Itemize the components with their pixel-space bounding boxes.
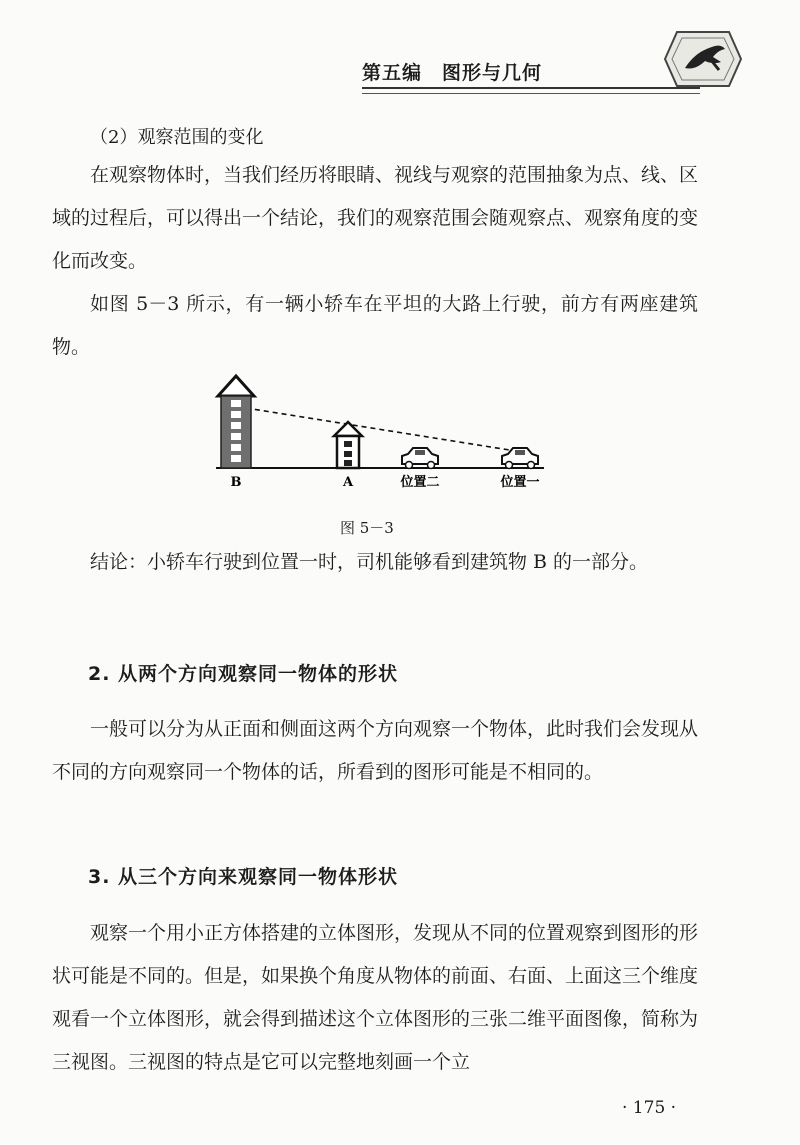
label-position-2: 位置二 <box>400 475 440 490</box>
building-b <box>218 376 254 468</box>
chapter-title: 第五编 图形与几何 <box>362 62 543 84</box>
paragraph-three-views: 观察一个用小正方体搭建的立体图形，发现从不同的位置观察到图形的形状可能是不同的。但是，如果换个角度从物体的前面、右面、上面这三个维度观看一个立体图形，就会得到描述这个立体图形的三张二维平面图像，简称为三视图。三视图的特点是它可以完整地刻画一个立 <box>52 922 699 1073</box>
label-a: A <box>342 475 354 490</box>
paragraph-two-directions: 一般可以分为从正面和侧面这两个方向观察一个物体，此时我们会发现从不同的方向观察同一个物体的话，所看到的图形可能是不相同的。 <box>52 718 699 783</box>
header-rule-thin <box>362 93 700 94</box>
building-a <box>334 422 362 468</box>
figure-caption: 图 5－3 <box>340 519 394 537</box>
label-position-1: 位置一 <box>500 475 540 490</box>
sight-line <box>246 408 522 452</box>
label-b: B <box>230 475 242 490</box>
paragraph-conclusion: 结论：小轿车行驶到位置一时，司机能够看到建筑物 B 的一部分。 <box>90 551 649 573</box>
paragraph-figure-intro: 如图 5－3 所示，有一辆小轿车在平坦的大路上行驶，前方有两座建筑物。 <box>52 293 698 358</box>
car-position-2 <box>402 448 438 469</box>
chapter-emblem-icon <box>663 28 743 90</box>
car-position-1 <box>502 448 538 469</box>
page-number: · 175 · <box>622 1098 677 1118</box>
subsection-title: （2）观察范围的变化 <box>90 127 264 148</box>
section-heading-3: 3. 从三个方向来观察同一物体形状 <box>88 866 399 888</box>
paragraph-observation-range: 在观察物体时，当我们经历将眼睛、视线与观察的范围抽象为点、线、区域的过程后，可以得出一个结论，我们的观察范围会随观察点、观察角度的变化而改变。 <box>52 164 699 272</box>
section-heading-2: 2. 从两个方向观察同一物体的形状 <box>88 663 399 685</box>
figure-5-3-diagram <box>210 372 550 492</box>
header-rule-thick <box>362 87 700 89</box>
